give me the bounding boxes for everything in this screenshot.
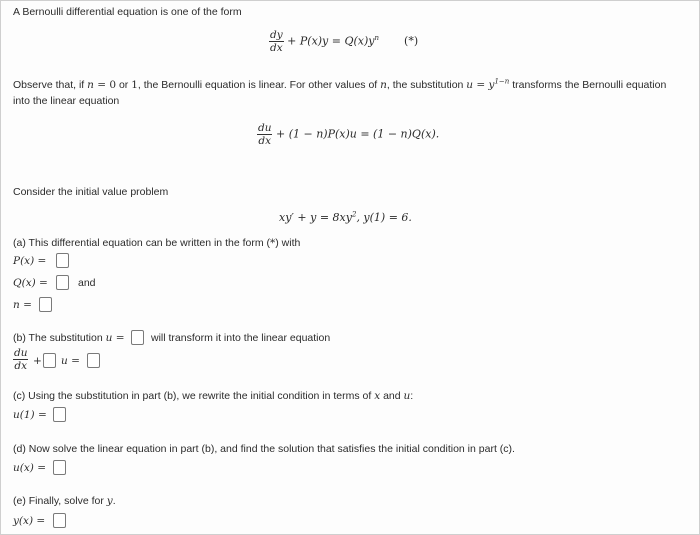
consider-text: Consider the initial value problem xyxy=(13,186,169,198)
bernoulli-equation: $\frac{dy}{dx}$ + $P(x)y = Q(x)y^n$ (*) xyxy=(270,29,419,54)
part-c-text: (c) Using the substitution in part (b), we rewrite the initial condition in terms of x and u: xyxy=(13,390,414,402)
rhs-answer-box[interactable] xyxy=(87,353,100,368)
yx-label: y(x) = xyxy=(13,515,46,527)
linear-equation: $\frac{du}{dx}$ + (1 − n)P(x)u = (1 − n)Q(x). xyxy=(258,122,440,147)
equation-tag: (*) xyxy=(404,34,419,48)
ux-label: u(x) = xyxy=(13,462,47,474)
u1-label: u(1) = xyxy=(13,409,47,421)
ux-answer-box[interactable] xyxy=(53,460,66,475)
dy-dx-fraction: $\frac{dy}{dx}$ xyxy=(270,29,283,54)
coefficient-answer-box[interactable] xyxy=(43,353,56,368)
intro-text: A Bernoulli differential equation is one of the form xyxy=(13,6,242,18)
observe-line-2: into the linear equation xyxy=(13,95,120,107)
ivp-equation: $xy' + y = 8xy^2$, y(1) = 6. xyxy=(279,210,412,224)
du-dx-fraction-b: $\frac{du}{dx}$ xyxy=(14,347,28,372)
q-answer-box[interactable] xyxy=(56,275,69,290)
part-b-linear-equation xyxy=(13,347,28,372)
part-b-text-1: (b) The substitution u = xyxy=(13,332,125,344)
n-label: n = xyxy=(13,299,32,311)
n-answer-box[interactable] xyxy=(39,297,52,312)
p-label: P(x) = xyxy=(13,255,47,267)
observe-line-1: Observe that, if n = 0 or 1, the Bernoulli equation is linear. For other values of n, the substitution $u = y^{1-n}$ transforms the Bernoulli equation xyxy=(13,77,667,91)
part-e-text: (e) Finally, solve for y. xyxy=(13,495,116,507)
u1-answer-box[interactable] xyxy=(53,407,66,422)
du-dx-fraction: $\frac{du}{dx}$ xyxy=(258,122,272,147)
part-b-text-2: will transform it into the linear equation xyxy=(151,332,331,344)
substitution-answer-box[interactable] xyxy=(131,330,144,345)
yx-answer-box[interactable] xyxy=(53,513,66,528)
u-equals-label: u = xyxy=(61,355,80,367)
part-a-text: (a) This differential equation can be written in the form (*) with xyxy=(13,237,301,249)
q-label: Q(x) = xyxy=(13,277,48,289)
p-answer-box[interactable] xyxy=(56,253,69,268)
part-d-text: (d) Now solve the linear equation in part (b), and find the solution that satisfies the initial condition in part (c). xyxy=(13,443,515,455)
and-text: and xyxy=(78,277,96,289)
plus-sign: + xyxy=(33,355,42,367)
